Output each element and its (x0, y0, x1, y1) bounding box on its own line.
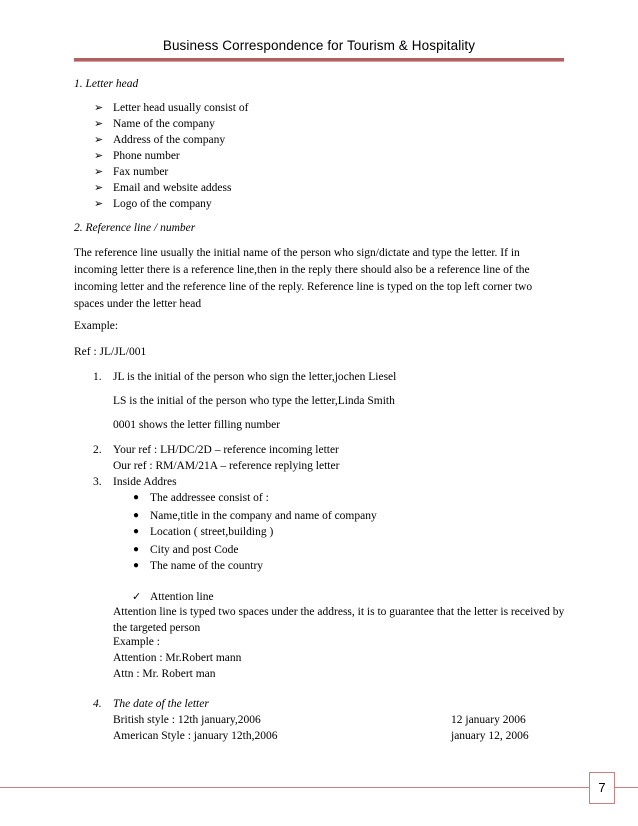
reference-example: Ref : JL/JL/001 (74, 346, 147, 358)
list-item: The name of the country (150, 560, 264, 572)
list-item: Phone number (113, 150, 180, 162)
list-item: Letter head usually consist of (113, 102, 249, 114)
arrow-bullet-icon: ➢ (94, 102, 104, 114)
arrow-bullet-icon: ➢ (94, 182, 104, 194)
reference-line-paragraph: The reference line usually the initial name of the person who sign/dictate and type the letter. If in incoming letter there is a reference line,then in the reply there should also be a reference line of the incoming letter and the reference line of the reply. Reference line is typed on the top left corner two spaces under the letter head (74, 247, 533, 310)
attention-heading: Attention line (150, 591, 214, 603)
list-number: 4. (93, 698, 102, 710)
attention-example-2: Attn : Mr. Robert man (113, 668, 216, 680)
list-item: Email and website addess (113, 182, 232, 194)
page-header-title: Business Correspondence for Tourism & Hospitality (162, 38, 476, 53)
arrow-bullet-icon: ➢ (94, 134, 104, 146)
list-number: 1. (93, 371, 102, 383)
list-item-detail: LS is the initial of the person who type the letter,Linda Smith (113, 395, 395, 407)
arrow-bullet-icon: ➢ (94, 166, 104, 178)
list-item: JL is the initial of the person who sign the letter,jochen Liesel (113, 371, 397, 383)
dot-bullet-icon: ● (133, 560, 140, 571)
list-item: City and post Code (150, 544, 239, 556)
list-item: The addressee consist of : (150, 492, 269, 504)
page-number: 7 (589, 772, 615, 804)
british-style-label: British style : 12th january,2006 (113, 714, 261, 726)
list-item: Fax number (113, 166, 169, 178)
check-icon: ✓ (132, 591, 142, 603)
attention-paragraph: Attention line is typed two spaces under the address, it is to guarantee that the letter is received by the targeted person (113, 606, 565, 634)
list-item-detail: Our ref : RM/AM/21A – reference replying letter (113, 460, 340, 472)
list-item: Name of the company (113, 118, 215, 130)
list-item: Address of the company (113, 134, 226, 146)
example-label: Example: (74, 320, 119, 332)
list-item: Name,title in the company and name of company (150, 510, 377, 522)
list-item: Logo of the company (113, 198, 212, 210)
footer-rule (614, 787, 638, 788)
list-item-detail: 0001 shows the letter filling number (113, 419, 281, 431)
footer-rule (0, 787, 589, 788)
list-number: 2. (93, 444, 102, 456)
dot-bullet-icon: ● (133, 526, 140, 537)
arrow-bullet-icon: ➢ (94, 118, 104, 130)
attention-example-1: Attention : Mr.Robert mann (113, 652, 242, 664)
arrow-bullet-icon: ➢ (94, 150, 104, 162)
header-rule (74, 58, 564, 62)
arrow-bullet-icon: ➢ (94, 198, 104, 210)
attention-example-label: Example : (113, 636, 160, 648)
american-style-value: january 12, 2006 (451, 730, 529, 742)
list-item: Inside Addres (113, 476, 177, 488)
list-number: 3. (93, 476, 102, 488)
list-item: The date of the letter (113, 698, 209, 710)
dot-bullet-icon: ● (133, 544, 140, 555)
list-item: Location ( street,building ) (150, 526, 274, 538)
section1-heading: 1. Letter head (74, 78, 139, 90)
british-style-value: 12 january 2006 (451, 714, 526, 726)
dot-bullet-icon: ● (133, 510, 140, 521)
list-item: Your ref : LH/DC/2D – reference incoming letter (113, 444, 339, 456)
section2-heading: 2. Reference line / number (74, 222, 196, 234)
dot-bullet-icon: ● (133, 492, 140, 503)
american-style-label: American Style : january 12th,2006 (113, 730, 278, 742)
